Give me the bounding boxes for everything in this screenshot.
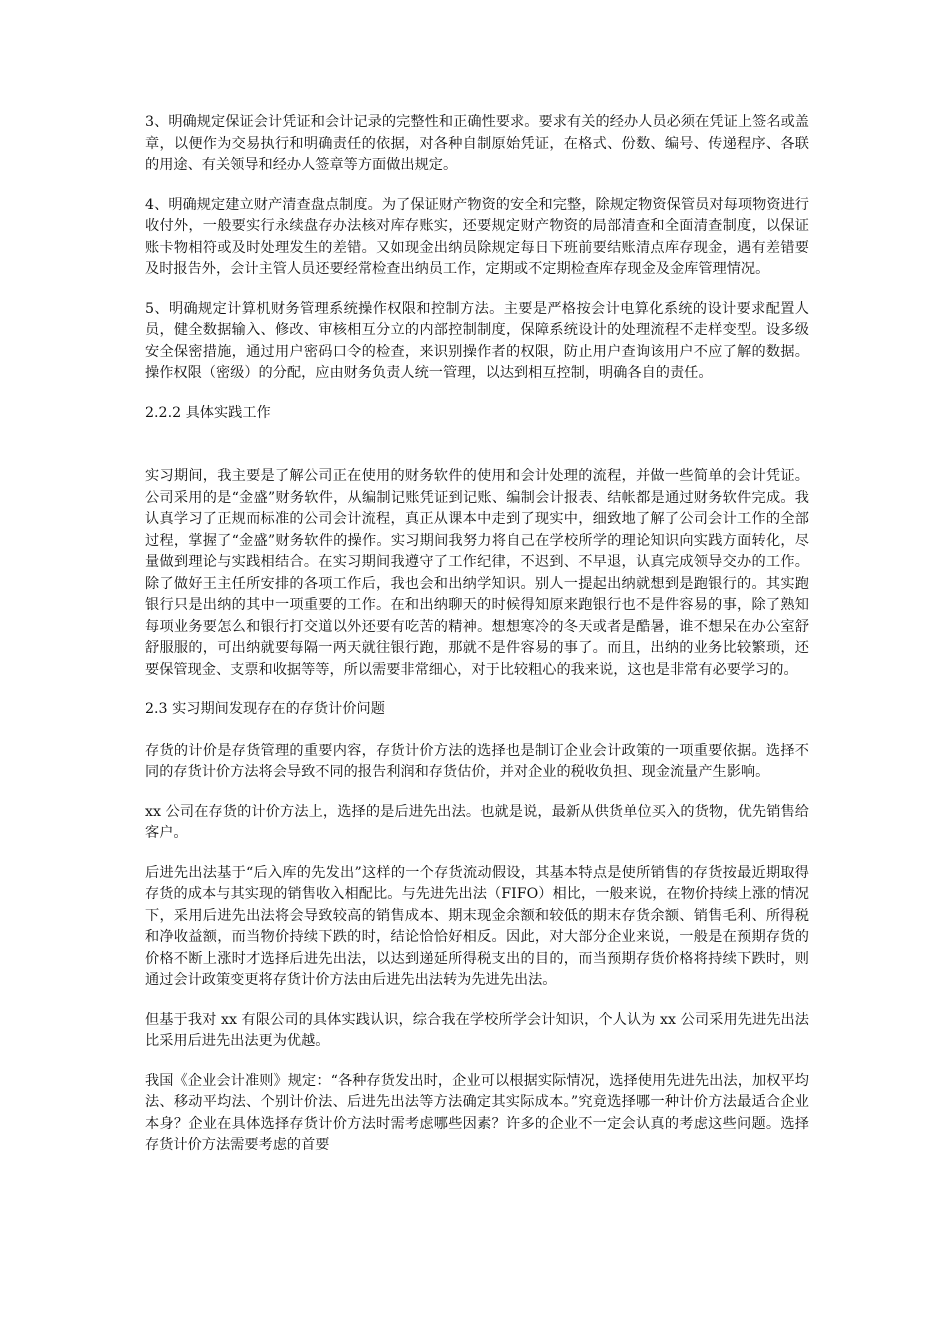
paragraph-company-method: xx 公司在存货的计价方法上，选择的是后进先出法。也就是说，最新从供货单位买入的货物，优先销售给客户。 — [145, 803, 809, 841]
paragraph-item-4: 4、明确规定建立财产清查盘点制度。为了保证财产物资的安全和完整，除规定物资保管员对每项物资进行收付外，一般要实行永续盘存办法核对库存账实，还要规定财产物资的局部清查和全面清查制度，以保证账卡物相符或及时处理发生的差错。又如现金出纳员除规定每日下班前要结账清点库存现金，遇有差错要及时报告外，会计主管人员还要经常检查出纳员工作，定期或不定期检查库存现金及金库管理情况。 — [145, 196, 809, 277]
document-page — [145, 112, 819, 1175]
paragraph-opinion: 但基于我对 xx 有限公司的具体实践认识，综合我在学校所学会计知识，个人认为 xx 公司采用先进先出法比采用后进先出法更为优越。 — [145, 1011, 809, 1049]
paragraph-lifo-explanation: 后进先出法基于“后入库的先发出”这样的一个存货流动假设，其基本特点是使所销售的存货按最近期取得存货的成本与其实现的销售收入相配比。与先进先出法（FIFO）相比，一般来说，在物价持续上涨的情况下，采用后进先出法将会导致较高的销售成本、期末现金余额和较低的期末存货余额、销售毛利、所得税和净收益额，而当物价持续下跌的时，结论恰恰好相反。因此，对大部分企业来说，一般是在预期存货的价格不断上涨时才选择后进先出法，以达到递延所得税支出的目的，而当预期存货价格将持续下跌时，则通过会计政策变更将存货计价方法由后进先出法转为先进先出法。 — [145, 864, 809, 988]
section-heading-2-2-2: 2.2.2 具体实践工作 — [145, 404, 271, 421]
paragraph-standards: 我国《企业会计准则》规定：“各种存货发出时，企业可以根据实际情况，选择使用先进先出法，加权平均法、移动平均法、个别计价法、后进先出法等方法确定其实际成本。”究竟选择哪一种计价方法最适合企业本身？企业在具体选择存货计价方法时需考虑哪些因素？许多的企业不一定会认真的考虑这些问题。选择存货计价方法需要考虑的首要 — [145, 1072, 809, 1153]
paragraph-inventory-intro: 存货的计价是存货管理的重要内容，存货计价方法的选择也是制订企业会计政策的一项重要依据。选择不同的存货计价方法将会导致不同的报告利润和存货估价，并对企业的税收负担、现金流量产生影响。 — [145, 742, 809, 780]
section-gap — [145, 444, 809, 466]
paragraph-item-5: 5、明确规定计算机财务管理系统操作权限和控制方法。主要是严格按会计电算化系统的设计要求配置人员，健全数据输入、修改、审核相互分立的内部控制制度，保障系统设计的处理流程不走样变型。设多级安全保密措施，通过用户密码口令的检查，来识别操作者的权限，防止用户查询该用户不应了解的数据。操作权限（密级）的分配，应由财务负责人统一管理，以达到相互控制，明确各自的责任。 — [145, 300, 809, 381]
paragraph-item-3: 3、明确规定保证会计凭证和会计记录的完整性和正确性要求。要求有关的经办人员必须在凭证上签名或盖章，以便作为交易执行和明确责任的依据，对各种自制原始凭证，在格式、份数、编号、传递程序、各联的用途、有关领导和经办人签章等方面做出规定。 — [145, 114, 809, 173]
paragraph-practice-work: 实习期间，我主要是了解公司正在使用的财务软件的使用和会计处理的流程，并做一些简单的会计凭证。公司采用的是“金盛”财务软件，从编制记账凭证到记账、编制会计报表、结帐都是通过财务软件完成。我认真学习了正规而标准的公司会计流程，真正从课本中走到了现实中，细致地了解了公司会计工作的全部过程，掌握了“金盛”财务软件的操作。实习期间我努力将自己在学校所学的理论知识向实践方面转化，尽量做到理论与实践相结合。在实习期间我遵守了工作纪律，不迟到、不早退，认真完成领导交办的工作。 除了做好王主任所安排的各项工作后，我也会和出纳学知识。别人一提起出纳就想到是跑银行的。其实跑银行只是出纳的其中一项重要的工作。在和出纳聊天的时候得知原来跑银行也不是件容易的事，除了熟知每项业务要怎么和银行打交道以外还要有吃苦的精神。想想寒冷的冬天或者是酷暑，谁不想呆在办公室舒舒服服的，可出纳就要每隔一两天就往银行跑，那就不是件容易的事了。而且，出纳的业务比较繁琐，还要保管现金、支票和收据等等，所以需要非常细心，对于比较粗心的我来说，这也是非常有必要学习的。 — [145, 468, 819, 678]
section-heading-2-3: 2.3 实习期间发现存在的存货计价问题 — [145, 701, 385, 717]
